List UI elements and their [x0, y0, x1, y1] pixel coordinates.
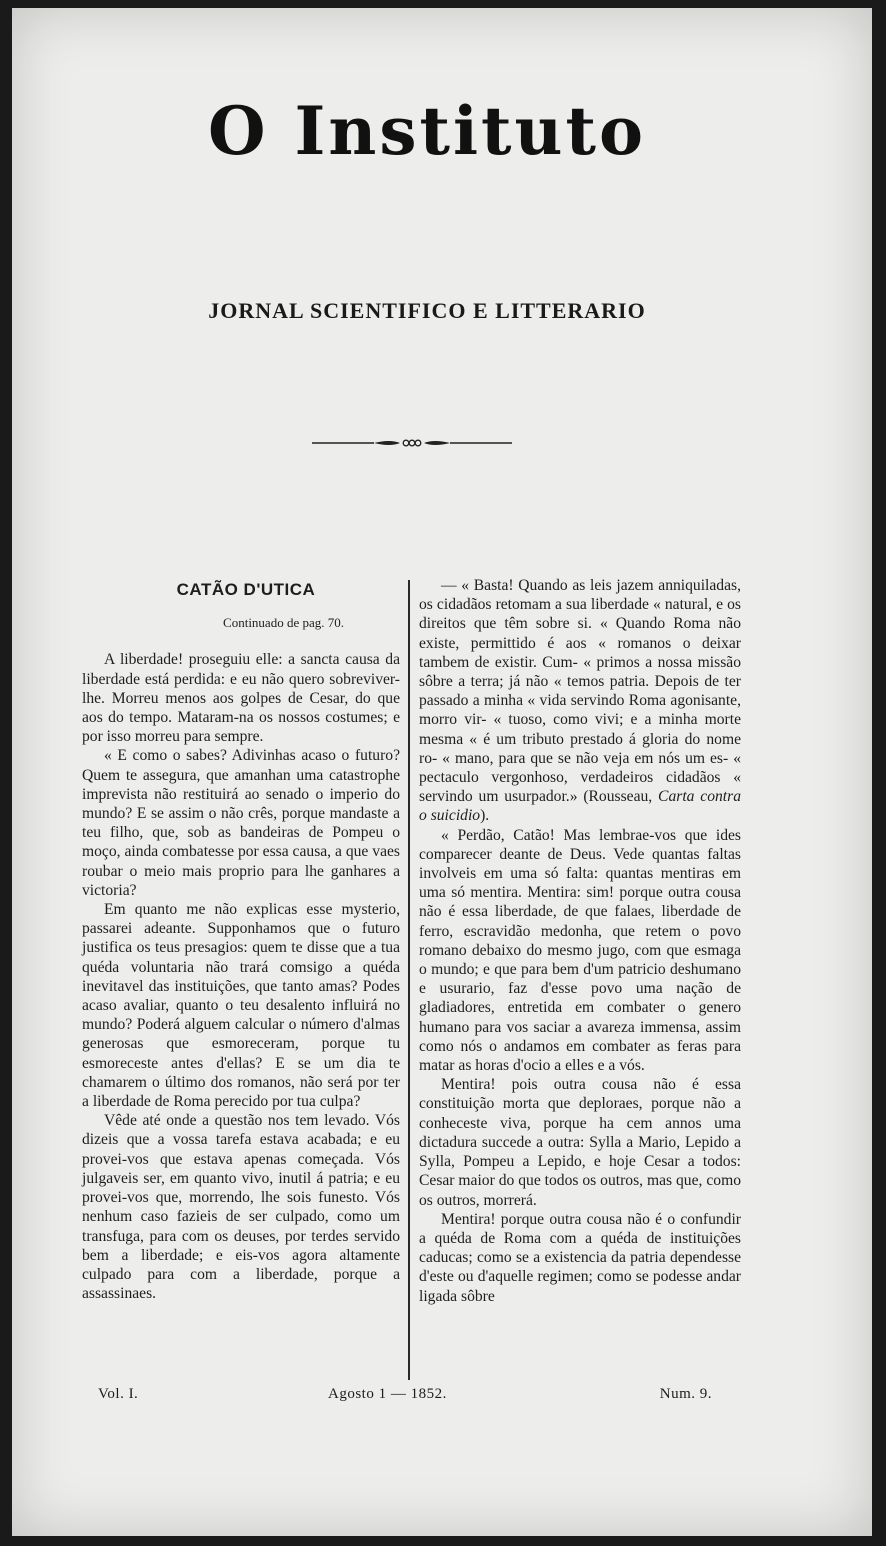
quote-paragraph: [419, 576, 741, 826]
paragraph: Mentira! porque outra cousa não é o confundir a quéda de Roma com a quéda de instituições caducas; como se a existencia da patria dependesse d'este ou d'aquelle regimen; como se podesse andar ligada sôbre: [419, 1210, 741, 1305]
masthead-subtitle: JORNAL SCIENTIFICO E LITTERARIO: [208, 298, 646, 323]
quote-text: — « Basta! Quando as leis jazem anniquiladas, os cidadãos retomam a sua liberdade « natural, e os direitos que têm sobre si. « Quando Roma não existe, permittido é aos « romanos o deixar tambem de existir. Cum- « primos a nossa missão sôbre a terra; já não « temos patria. Depois de ter passado a minha « vida servindo Roma agonisante, morro vir- « tuoso, como vivi; e a minha morte mesma « é um tributo prestado á gloria do nome ro- « mano, para que se não veja em nós um es- « pectaculo vergonhoso, verdadeiros cidadãos « servindo um usurpador.» (Rousseau,: [419, 577, 741, 806]
masthead-title: O Instituto: [207, 92, 647, 170]
newspaper-page: [12, 8, 872, 1536]
footer-date: Agosto 1 — 1852.: [328, 1386, 447, 1402]
right-column: [419, 576, 741, 1306]
page-footer: [98, 1386, 712, 1408]
column-rule: [408, 580, 410, 1380]
left-column: [82, 580, 400, 1303]
continued-note: Continuado de pag. 70.: [223, 615, 344, 631]
paragraph: Vêde até onde a questão nos tem levado. Vós dizeis que a vossa tarefa estava acabada; e eu provei-vos que estava apenas começada. Vós julgaveis ser, em quanto vivo, inutil á patria; e eu provei-vos que, morrendo, lhe sois funesto. Vós nenhum caso fazieis de ser culpado, como um transfuga, para com os deuses, por terdes servido bem a liberdade; e eis-vos agora altamente culpado para com a liberdade, porque a assassinaes.: [82, 1112, 400, 1303]
footer-number: Num. 9.: [659, 1386, 712, 1402]
paragraph: A liberdade! proseguiu elle: a sancta causa da liberdade está perdida: e eu não quero sobreviver-lhe. Morreu menos aos golpes de Cesar, do que aos do tempo. Mataram-na os nossos costumes; e por isso morreu para sempre.: [82, 651, 400, 746]
ornament-divider: [312, 436, 512, 450]
article-title: CATÃO D'UTICA: [176, 580, 316, 599]
paragraph: Mentira! pois outra cousa não é essa constituição morta que deploraes, porque não a conheceste viva, porque ha cem annos uma dictadura succede a outra: Sylla a Mario, Lepido a Sylla, Pompeu a Lepido, e hoje Cesar a todos: Cesar maior do que todos os outros, mas que, como os outros, morrerá.: [419, 1076, 741, 1209]
paragraph: Em quanto me não explicas esse mysterio, passarei adeante. Supponhamos que o futuro justifica os teus presagios: quem te disse que a tua quéda voluntaria não trará comsigo a quéda inevitavel das instituições, que tanto amas? Podes acaso avaliar, quanto o teu desalento influirá no mundo? Poderá alguem calcular o número d'almas generosas que esmoreceram, porque tu esmoreceste antes d'ellas? E se um dia te chamarem o último dos romanos, não será por ter a liberdade de Roma perecido por tua culpa?: [82, 901, 400, 1111]
paragraph: « E como o sabes? Adivinhas acaso o futuro? Quem te assegura, que amanhan uma catastrophe imprevista não restituirá ao senado o imperio do mundo? E se assim o não crês, porque mandaste a teu filho, que, sob as bandeiras de Pompeu o moço, ainda combatesse por essa causa, a que vaes roubar o meio mais proprio para lhe ganhares a victoria?: [82, 747, 400, 899]
quote-citation: Carta contra o suicidio: [419, 788, 741, 825]
footer-volume: Vol. I.: [98, 1386, 139, 1402]
paragraph: « Perdão, Catão! Mas lembrae-vos que ides comparecer deante de Deus. Vede quantas faltas involveis em uma só falta: quantas mentiras em uma só mentira. Mentira: sim! porque outra cousa não é essa liberdade, de que falaes, liberdade de ferro, escravidão medonha, que retem o povo romano debaixo do mesmo jugo, com que esmaga o mundo; e que para bem d'um patricio deshumano e usurario, faz d'esse povo uma nação de gladiadores, entretida em combater o genero humano para vos saciar a avareza immensa, assim como nós o andamos em combater as feras para matar as horas d'ocio a elles e a vós.: [419, 826, 741, 1075]
quote-end: ).: [480, 807, 490, 825]
